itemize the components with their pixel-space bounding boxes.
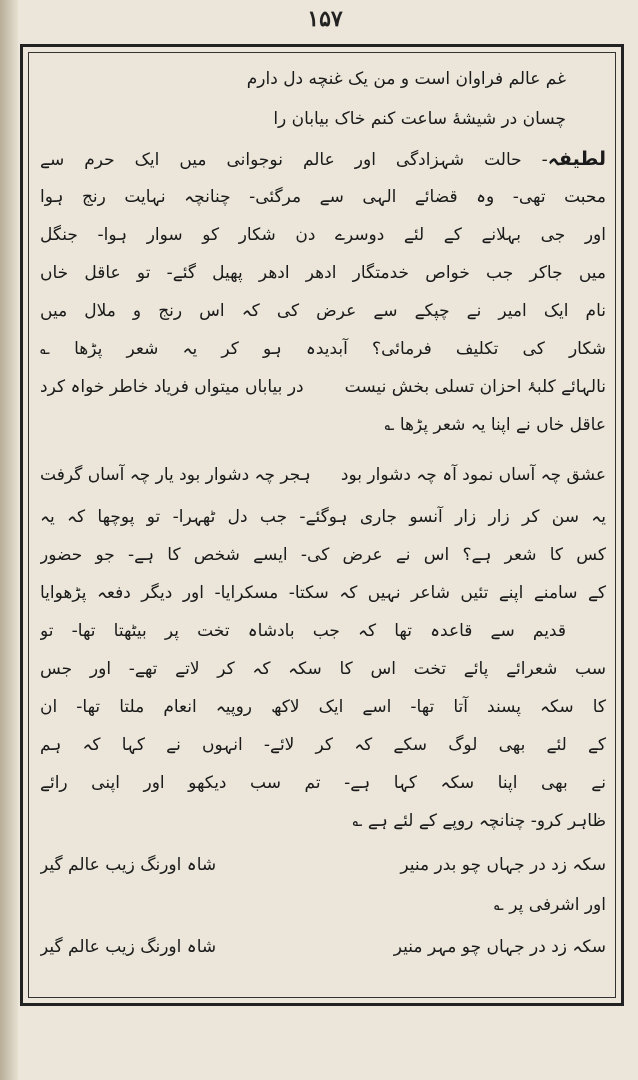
coin-inscription — [40, 850, 606, 880]
verse-line: غم عالم فراوان است و من یک غنچه دل دارم — [246, 69, 566, 89]
text-line: کے سامنے اپنے تئیں شاعر نہیں کہ سکتا- مسکرایا- اور دیگر دفعہ پڑھوایا — [40, 583, 606, 603]
page-number: ۱۵۷ — [307, 6, 343, 32]
couplet — [40, 372, 606, 402]
couplet-second-hemistich: شاہ اورنگ زیب عالم گیر — [40, 855, 217, 875]
text-line: میں جاکر جب خواص خدمتگار ادھر ادھر پھیل گئے- تو عاقل خاں — [40, 263, 606, 283]
page-text — [40, 60, 606, 990]
coin-inscription — [40, 932, 606, 962]
text-line: محبت تھی- وہ قضائے الہی سے مرگئی- چنانچہ نہایت رنج ہوا — [40, 187, 606, 207]
text-line: اور جی بہلانے کے لئے دوسرے دن شکار کو سوار ہوا- جنگل — [40, 225, 606, 245]
text-line: نام ایک امیر نے چپکے سے عرض کی کہ اس رنج و ملال میں — [40, 301, 606, 321]
text-line: نے بھی اپنا سکہ کہا ہے- تم سب دیکھو اور اپنی رائے — [40, 773, 606, 793]
text-line — [40, 144, 606, 174]
couplet-first-hemistich: سکہ زد در جہاں چو بدر منیر — [400, 855, 606, 875]
text-line: سب شعرائے پائے تخت اس کا سکہ کہ کر لاتے تھے- اور جس — [40, 659, 606, 679]
text-line: عاقل خاں نے اپنا یہ شعر پڑھا ؎ — [384, 415, 606, 435]
verse-line: چسان در شیشهٔ ساعت کنم خاک بیابان را — [273, 109, 566, 129]
text-line: شکار کی تکلیف فرمائی؟ آبدیدہ ہو کر یہ شعر پڑھا ؎ — [40, 339, 606, 359]
text-line: کے لئے بھی لوگ سکے کہ کر لائے- انہوں نے کہا کہ ہم — [40, 735, 606, 755]
text-line: اور اشرفی پر ؎ — [493, 895, 606, 915]
couplet-second-hemistich: در بیاباں میتواں فریاد خاطر خواہ کرد — [40, 377, 304, 397]
couplet-first-hemistich: عشق چہ آساں نمود آہ چہ دشوار بود — [340, 465, 606, 485]
couplet-first-hemistich: سکہ زد در جہاں چو مہر منیر — [393, 937, 606, 957]
anecdote-heading: لطیفہ — [547, 148, 606, 170]
text-line: ظاہر کرو- چنانچہ روپے کے لئے ہے ؎ — [352, 811, 606, 831]
couplet-second-hemistich: ہجر چہ دشوار بود یار چہ آساں گرفت — [40, 465, 311, 485]
couplet-second-hemistich: شاہ اورنگ زیب عالم گیر — [40, 937, 217, 957]
text-line: یہ سن کر زار زار آنسو جاری ہوگئے- جب دل ٹھہرا- تو پوچھا کہ یہ — [40, 507, 606, 527]
page-gutter-shadow — [0, 0, 18, 1080]
couplet-first-hemistich: نالہائے کلبۂ احزان تسلی بخش نیست — [344, 377, 606, 397]
couplet — [40, 460, 606, 490]
text-line: کس کا شعر ہے؟ اس نے عرض کی- ایسے شخص کا ہے- جو حضور — [40, 545, 606, 565]
text-line: قدیم سے قاعدہ تھا کہ جب بادشاہ تخت پر بیٹھتا تھا- تو — [40, 621, 566, 641]
text-line: کا سکہ پسند آتا تھا- اسے ایک لاکھ روپیہ انعام ملتا تھا- ان — [40, 697, 606, 717]
text-span: - حالت شہزادگی اور عالم نوجوانی میں ایک حرم سے — [40, 150, 548, 170]
